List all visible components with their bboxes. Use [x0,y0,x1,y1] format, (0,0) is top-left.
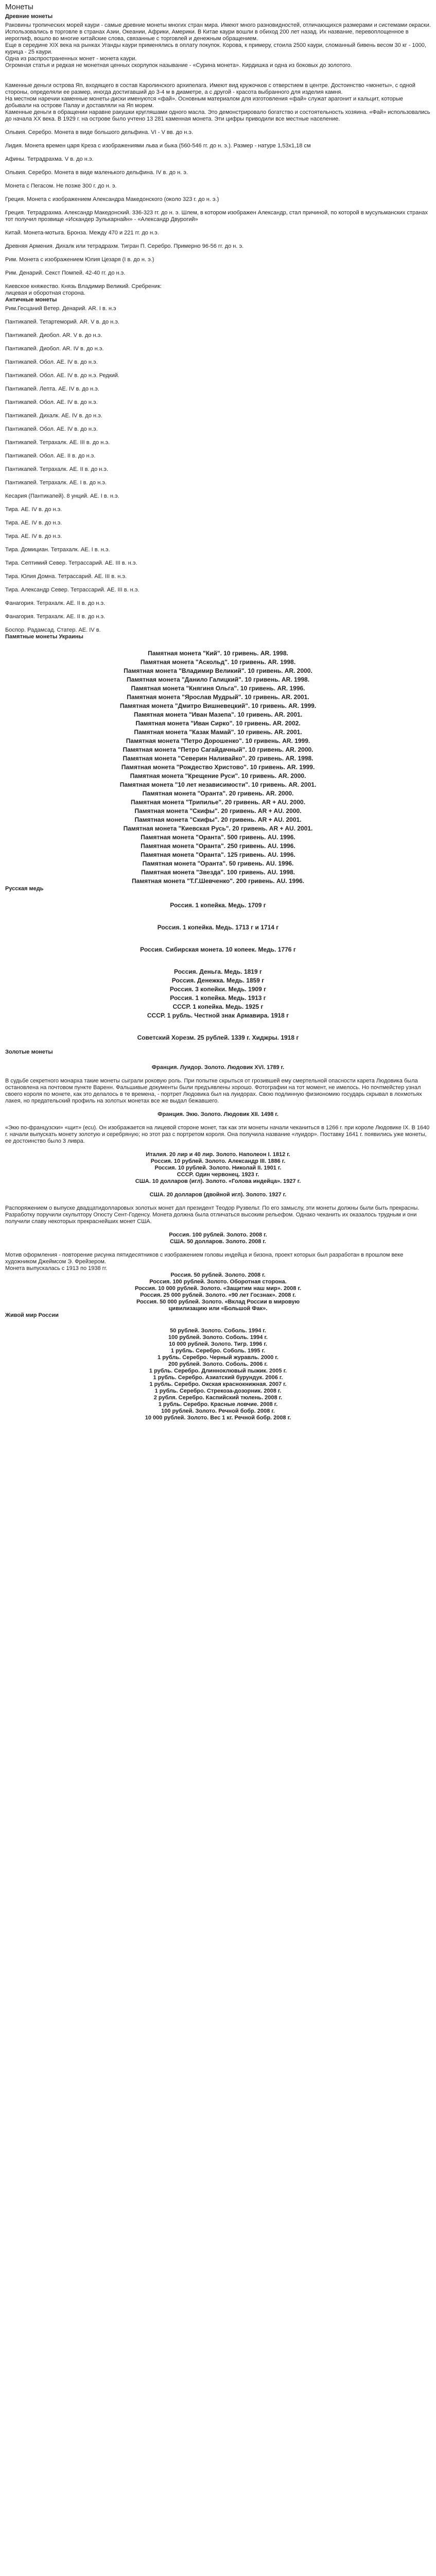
ancient-coin-item: Древняя Армения. Дихалк или тетрадрахм. Тигран П. Серебро. Примерно 96-56 гг. до н. э. [5,243,244,249]
spacer [5,486,431,493]
spacer [5,433,431,439]
spacer [5,163,431,170]
spacer [5,223,431,230]
ukraine-coin-item: Памятная монета "Данило Галицкий". 10 гривень. АR. 1998. [126,676,310,683]
gold-paragraph-3: Распоряжением о выпуске двадцатидолларовых золотых монет дал президент Теодор Рузвельт. По его замыслу, эти монеты должны были быть прекрасны. Разработку поручили скульптору Огюсту Сент-Годенсу. Монета должна была отличаться высоким рельефом. Однако чеканить их оказалось трудным и они получили славу некоторых прекраснейших монет США. [5,1205,420,1225]
ukraine-coin-item: Памятная монета "Ярослав Мудрый". 10 гривень. АR. 2001. [127,693,309,701]
spacer [5,339,431,346]
spacer [5,203,431,210]
spacer [5,932,431,945]
intro-paragraph: Еще в середине XIX века на рынках Уганды каури применялись в оплату покупок. Корова, к примеру, стоила 2500 каури, сломанный бивень весом 30 кг - 1000, курица - 25 каури. [5,42,426,55]
antique-coin-item: Пантикапей. Диобол. АR. IV в. до н.э. [5,346,104,352]
spacer [5,910,431,923]
intro-paragraph: Огромная статья и редкая не монетная ценных скорлупок называние - «Сурина монета». Кирдишка и одна из боковых до золотого. [5,62,352,69]
spacer [5,460,431,466]
spacer [5,580,431,587]
intro-paragraph: Одна из распространенных монет - монета каури. [5,56,137,62]
russia-coin-item: Россия. Деньга. Медь. 1819 г [174,968,262,975]
ukraine-coin-item: Памятная монета "Кий". 10 гривень. АR. 1998. [148,650,288,657]
gold-heading-4: США. 50 долларов. Золото. 2008 г. [170,1239,266,1245]
antique-coin-item: Фанагория. Тетрахалк. АЕ. II в. до н.э. [5,600,106,606]
russia-coin-item: Россия. Денежка. Медь. 1859 г [171,977,265,984]
spacer [5,419,431,426]
antique-coin-item: Боспор. Радамсад. Статер. АЕ. IV в. [5,627,101,633]
ancient-coin-item: Монета с Пегасом. Не позже 300 г. до н. э. [5,183,117,189]
ancient-coin-item: Ольвия. Серебро. Монета в виде большого дельфина. VI - V вв. до н.э. [5,129,194,135]
gold-coin-item: цивилизацию или «Большой Фак». [168,1306,268,1312]
ancient-coin-item: Рим. Денарий. Секст Помпей. 42-40 гг. до н.э. [5,270,126,276]
spacer [5,553,431,560]
ukraine-coin-item: Памятная монета "Киевская Русь". 20 гривень. АR + AU. 2001. [123,825,313,832]
antique-coin-item: Тира. АЕ. IV в. до н.э. [5,520,62,526]
spacer [5,473,431,480]
antique-coin-item: Пантикапей. Тетрахалк. АЕ. I в. до н.э. [5,480,107,486]
ancient-coin-item: Греция. Тетрадрахма. Александр Македонский. 336-323 гг. до н. э. Шлем, в котором изображен Александр, стал причиной, по которой в мусульманских странах тот получил прозвище «Искандер Зулькарнайн» - «Александр Двурогий» [5,210,428,223]
ukraine-coin-item: Памятная монета "Оранта". 500 гривень. AU. 1996. [141,834,295,841]
antique-coin-item: Пантикапей. Обол. АЕ. IV в. до н.э. [5,359,98,365]
living-world-item: 10 000 рублей. Золото. Вес 1 кг. Речной бобр. 2008 г. [145,1415,291,1421]
antique-coin-item: Пантикапей. Обол. АЕ. IV в. до н.э. [5,426,98,432]
gold-coin-item: Россия. 10 рублей. Золото. Александр III. 1886 г. [150,1158,286,1164]
spacer [5,527,431,533]
spacer [5,149,431,156]
spacer [5,1185,431,1192]
antique-coin-item: Пантикапей. Обол. АЕ. IV в. до н.э. Редкий. [5,372,119,379]
ukraine-coin-item: Памятная монета "Аскольд". 10 гривень. АR. 1998. [140,658,296,666]
gold-coin-item: Италия. 20 лир и 40 лир. Золото. Наполеон I. 1812 г. [146,1151,290,1158]
gold-paragraph-5: Монета выпускалась с 1913 по 1938 гг. [5,1265,108,1272]
spacer [5,594,431,600]
ukraine-coin-item: Памятная монета "Оранта". 250 гривень. AU. 1996. [141,842,295,850]
page-title: Монеты [5,3,33,11]
ancient-coin-item: Ольвия. Серебро. Монета в виде маленького дельфина. IV в. до н. э. [5,170,188,176]
spacer [5,607,431,614]
intro-paragraph: Раковины тропических морей каури - самые древние монеты многих стран мира. Имеют много разновидностей, отличающихся размерами и системами окраски. Использовались в торговле в странах Азии, Океании, Африки, Америки. В Китае каури вошли в обиход 200 лет назад. Их название, перевоплощенное в иероглиф, вошло во многие китайские слова, связанные с торговлей и денежным обращением. [5,22,431,42]
gold-paragraph-2: «Экю по-французски» «щит» (ecu). Он изображается на лицевой стороне монет, так как эти монеты начали чеканиться в 1266 г. при короле Людовике IX. В 1640 г. начали выпускать монету золотую и серебряную; но этот раз с портретом короля. Она получила название «луидор». Поставку 1641 г. появились уже монеты, ее достоинство было 3 ливра. [5,1125,430,1144]
antique-list [5,306,431,634]
antique-coin-item: Тира. АЕ. IV в. до н.э. [5,506,62,513]
gold-paragraph-4: Мотив оформления - повторение рисунка пятидесятников с изображением головы индейца и бизона, проект которых был разработан в прошлом веке художником Джеймсом Э. Фрейзером. [5,1252,404,1265]
gold-coin-item: США. 10 долларов (игл). Золото. «Голова индейца». 1927 г. [135,1178,301,1184]
ukraine-coin-item: Памятная монета "Трипилье". 20 гривень. АR + AU. 2000. [130,799,306,806]
stone-money-paragraph: Каменные деньги в обращении наравне ракушки кругляшами одного масла. Это демонстрировало богатство и состоятельность хозяина. «Фай» использовались до начала ХХ века. В 1929 г. на острове было учтено 13 281 каменная монета. Эти цифры приводили все местные население. [5,109,430,122]
ukraine-coin-item: Памятная монета "Иван Сирко". 10 гривень. АR. 2002. [135,720,301,727]
spacer [5,176,431,183]
spacer [5,540,431,547]
gold-coin-item: Россия. 10 000 рублей. Золото. «Защитим наш мир». 2008 г. [134,1285,302,1292]
living-world-item: 100 рублей. Золото. Речной бобр. 2008 г. [161,1408,275,1414]
ancient-coin-item: Лидия. Монета времен царя Креза с изображениями льва и быка (560-546 гг. до н. э.). Размер - натуре 1,53х1,18 см [5,143,311,149]
antique-coin-item: Пантикапей. Обол. АЕ. IV в. до н.э. [5,399,98,405]
living-world-item: 200 рублей. Золото. Соболь. 2006 г. [168,1361,268,1367]
antique-coin-item: Тира. АЕ. IV в. до н.э. [5,533,62,539]
russia-coin-item: Россия. Сибирская монета. 10 копеек. Медь. 1776 г [140,946,296,953]
antique-coin-item: Тира. Юлия Домна. Тетрассарий. АЕ. III в. н.э. [5,573,127,580]
spacer [5,406,431,413]
spacer [5,567,431,573]
antique-coin-item: Пантикапей. Тетартеморий. АR. V в. до н.э. [5,319,119,325]
living-world-item: 50 рублей. Золото. Соболь. 1994 г. [170,1328,266,1334]
ancient-coin-item: Китай. Монета-мотыга. Бронза. Между 470 и 221 гг. до н.э. [5,230,159,236]
ukraine-coin-item: Памятная монета "Петро Сагайдачный". 10 гривень. АR. 2000. [123,746,313,753]
spacer [5,379,431,386]
spacer [5,352,431,359]
living-world-item: 1 рубль. Серебро. Красные ловчие. 2008 г. [158,1401,278,1408]
ukraine-coin-item: Памятная монета "Княгиня Ольга". 10 гривень. АR. 1996. [131,685,305,692]
gold-heading-3: Россия. 100 рублей. Золото. 2008 г. [169,1232,267,1238]
spacer [5,500,431,506]
section-antique-title: Античные монеты [5,297,57,303]
antique-coin-item: Пантикапей. Тетрахалк. АЕ. III в. до н.э. [5,439,110,446]
antique-coin-item: Тира. Септимий Север. Тетрассарий. АЕ. III в. н.э. [5,560,137,566]
section-russia-title: Русская медь [5,886,44,892]
living-world-item: 1 рубль. Серебро. Окская краснокнижная. 2007 г. [149,1381,287,1387]
ancient-coin-item: Греция. Монета с изображением Александра Македонского (около 323 г. до н. э.) [5,196,219,202]
living-world-item: 1 рубль. Серебро. Черный журавль. 2000 г. [158,1354,278,1361]
gold-coin-item: Россия. 50 рублей. Золото. 2008 г. [170,1272,266,1278]
spacer [5,446,431,453]
ukraine-coin-item: Памятная монета "Иван Мазепа". 10 гривень. АR. 2001. [133,711,303,718]
ancient-coin-item: Рим. Монета с изображением Юлия Цезаря (I в. до н. э.) [5,257,154,263]
ukraine-coin-item: Памятная монета "Скифы". 20 гривень. АR + AU. 2000. [134,807,302,815]
spacer [5,1020,431,1033]
intro-block [5,22,431,69]
ukraine-coin-item: Памятная монета "Крещение Руси". 10 гривень. АR. 2000. [130,772,306,779]
living-world-item: 1 рубль. Серебро. Стрекоза-дозорник. 2008 г. [154,1388,282,1394]
gold-coin-item: Россия. 100 рублей. Золото. Оборотная сторона. [149,1279,287,1285]
ancient-coin-item: Киевское княжество. Князь Владимир Великий. Сребреник: [5,283,162,290]
ukraine-coin-item: Памятная монета "Северин Наливайко". 20 гривень. АR. 1998. [123,755,313,762]
antique-coin-item: Тира. Александр Север. Тетрассарий. АЕ. III в. н.э. [5,587,139,593]
gold-heading-2: Франция. Экю. Золото. Людовик XII. 1498 г. [158,1111,278,1117]
section-ukraine-title: Памятные монеты Украины [5,634,83,640]
antique-coin-item: Пантикапей. Обол. АЕ. II в. до н.э. [5,453,96,459]
section-ancient-title: Древние монеты [5,13,53,20]
gold-coin-item: США. 20 долларов (двойной игл). Золото. 1927 г. [149,1192,287,1198]
ukraine-coin-item: Памятная монета "10 лет независимости". 10 гривень. АR. 2001. [119,781,317,788]
spacer [5,263,431,270]
gold-list-1 [5,1151,431,1198]
spacer [5,393,431,399]
living-world-item: 10 000 рублей. Золото. Тигр. 1996 г. [169,1341,267,1347]
ukraine-coin-item: Памятная монета "Дмитро Вишневецкий". 10 гривень. АR. 1999. [119,702,317,709]
ukraine-coin-item: Памятная монета "Петро Дорошенко". 10 гривень. АR. 1999. [126,737,310,744]
spacer [5,620,431,627]
spacer [5,366,431,372]
spacer [5,190,431,196]
russia-coin-item: Россия. 1 копейка. Медь. 1713 г и 1714 г [157,924,279,931]
antique-coin-item: Тира. Домициан. Тетрахалк. АЕ. I в. н.э. [5,547,110,553]
russia-coin-item: Россия. 1 копейка. Медь. 1913 г [170,994,266,1002]
antique-coin-item: Рим.Гесцаний Ветер. Денарий. АR. I в. н.э [5,306,116,312]
antique-coin-item: Фанагория. Тетрахалк. АЕ. II в. до н.э. [5,614,106,620]
ukraine-coin-item: Памятная монета "Казак Мамай". 10 гривень. АR. 2001. [134,728,302,736]
ukraine-coin-item: Памятная монета "Скифы". 20 гривень. АR + AU. 2001. [134,816,302,823]
spacer [5,513,431,520]
spacer [5,326,431,332]
ancient-coin-item: лицевая и оборотная сторона. [5,290,85,296]
antique-coin-item: Пантикапей. Тетрахалк. АЕ. II в. до н.э. [5,466,109,472]
ukraine-coin-item: Памятная монета "Владимир Великий". 10 гривень. АR. 2000. [124,667,312,674]
stone-money-paragraph: На местном наречии каменные монеты-диски именуются «фай». Основным материалом для изготовления «фай» служат арагонит и кальцит, которые добывали на острове Палау и доставляли на Яп морем. [5,96,403,109]
gold-list-2 [5,1272,431,1312]
living-world-list [5,1328,431,1421]
section-gold-title: Золотые монеты [5,1049,53,1055]
section-living-title: Живой мир России [5,1312,59,1318]
russia-list [5,901,431,1042]
living-world-item: 1 рубль. Серебро. Азиатский бурундук. 2006 г. [153,1375,283,1381]
gold-coin-item: Россия. 50 000 рублей. Золото. «Вклад России в мировую [136,1299,300,1305]
living-world-item: 1 рубль. Серебро. Длинноклювый пыжик. 2005 г. [149,1368,287,1374]
stone-money-block [5,82,431,123]
living-world-item: 1 рубль. Серебро. Соболь. 1995 г. [170,1348,266,1354]
ukraine-coin-item: Памятная монета "Оранта". 20 гривень. АR. 2000. [142,790,294,797]
ukraine-coin-item: Памятная монета "Т.Г.Шевченко". 200 гривень. AU. 1996. [132,877,304,885]
spacer [5,236,431,243]
spacer [5,250,431,257]
stone-money-paragraph: Каменные деньги острова Яп, входящего в состав Каролинского архипелага. Имеют вид кружочков с отверстием в центре. Достоинство «монеты», с одной стороны, определяли ее размер, иногда достигавший до 3-4 м в диаметре, а с другой - красота выбранного для изделия камня. [5,82,415,95]
ancient-list [5,129,431,297]
russia-coin-item: Советский Хорезм. 25 рублей. 1339 г. Хиджры. 1918 г [137,1034,299,1041]
spacer [5,954,431,968]
living-world-item: 2 рубля. Серебро. Каспийский тюлень. 2008 г. [153,1395,283,1401]
ukraine-list [5,649,431,886]
antique-coin-item: Пантикапей. Дихалк. АЕ. IV в. до н.э. [5,413,102,419]
russia-coin-item: СССР. 1 рубль. Честной знак Армавира. 1918 г [147,1012,289,1019]
spacer [5,312,431,319]
ancient-coin-item: Афины. Тетрадрахма. V в. до н.э. [5,156,94,162]
gold-heading-1: Франция. Луидор. Золото. Людовик XVI. 1789 г. [151,1064,285,1071]
spacer [5,136,431,143]
antique-coin-item: Пантикапей. Лепта. АЕ. IV в. до н.э. [5,386,99,392]
gold-coin-item: Россия. 10 рублей. Золото. Николай II. 1901 г. [154,1165,282,1171]
gold-coin-item: Россия. 25 000 рублей. Золото. «90 лет Госзнак». 2008 г. [140,1292,296,1298]
ukraine-coin-item: Памятная монета "Оранта". 50 гривень. AU. 1996. [142,860,294,867]
antique-coin-item: Пантикапей. Диобол. АR. V в. до н.э. [5,332,102,338]
ukraine-coin-item: Памятная монета "Рождество Христово". 10 гривень. АR. 1999. [121,764,315,771]
russia-coin-item: Россия. 3 копейки. Медь. 1909 г [169,986,267,993]
antique-coin-item: Кесария (Пантикапей). 8 унций. АЕ. I в. н.э. [5,493,119,499]
ukraine-coin-item: Памятная монета "Звезда". 100 гривень. AU. 1998. [141,869,295,876]
gold-paragraph-1: В судьбе секретного монарха такие монеты сыграли роковую роль. При попытке скрыться от грозившей ему смертельной опасности карета Людовика была остановлена на почтовом пункте Варенн. Фальшивые документы были предъявлены хорошо. Фотографии на тот момент, не имелось. Но почтмейстер узнал своего короля по монете, как это делалось в те времена, - портрет Людовика был на луидорах. Свою подлинную физиономию государь скрывал в лохмотьях лакея, но предательский профиль на золотых монетах все же выдал бежавшего. [5,1078,422,1104]
russia-coin-item: СССР. 1 копейка. Медь. 1925 г [172,1003,264,1010]
ukraine-coin-item: Памятная монета "Оранта". 125 гривень. AU. 1996. [141,851,295,858]
gold-coin-item: СССР. Один червонец. 1923 г. [177,1172,259,1178]
spacer [5,277,431,283]
living-world-item: 100 рублей. Золото. Соболь. 1994 г. [168,1334,268,1341]
russia-coin-item: Россия. 1 копейка. Медь. 1709 г [170,902,266,909]
